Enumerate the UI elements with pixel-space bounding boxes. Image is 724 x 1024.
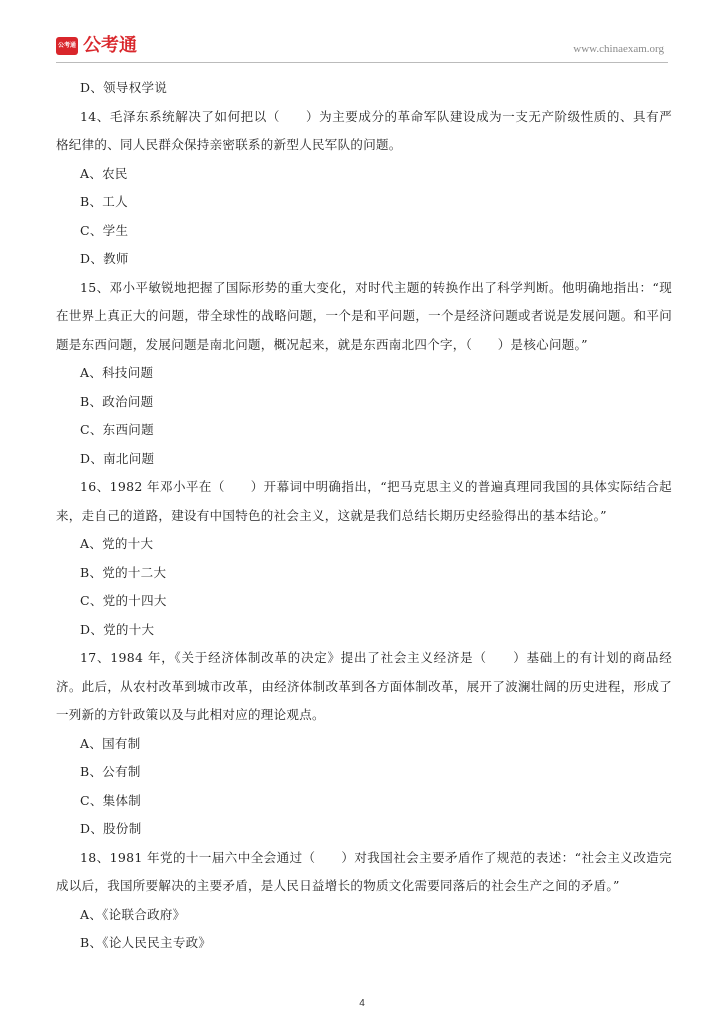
option-line: D、领导权学说 (80, 80, 168, 95)
document-body (56, 74, 672, 958)
logo-text: 公考通 (83, 35, 137, 56)
option-line: B、工人 (80, 194, 128, 209)
question-line: 18、1981 年党的十一届六中全会通过（ ）对我国社会主要矛盾作了规范的表述：“社会主义改造完成以后，我国所要解决的主要矛盾，是人民日益增长的物质文化需要同落后的社会生产之间的矛盾。” (56, 849, 672, 893)
option-line: A、党的十大 (80, 536, 154, 551)
question-line: 17、1984 年，《关于经济体制改革的决定》提出了社会主义经济是（ ）基础上的有计划的商品经济。此后，从农村改革到城市改革，由经济体制改革到各方面体制改革，展开了波澜壮阔的历史进程，形成了一列新的方针政策以及与此相对应的理论观点。 (56, 650, 672, 722)
question-line: 14、毛泽东系统解决了如何把以（ ）为主要成分的革命军队建设成为一支无产阶级性质的、具有严格纪律的、同人民群众保持亲密联系的新型人民军队的问题。 (56, 108, 672, 152)
page-number: 4 (359, 998, 365, 1009)
option-line: D、教师 (80, 251, 129, 266)
option-line: B、党的十二大 (80, 564, 167, 580)
question-line: 15、邓小平敏锐地把握了国际形势的重大变化，对时代主题的转换作出了科学判断。他明确地指出：“现在世界上真正大的问题，带全球性的战略问题，一个是和平问题，一个是经济问题或者说是发展问题。和平问题是东西问题，发展问题是南北问题，概况起来，就是东西南北四个字，（ ）是核心问题。” (56, 279, 672, 352)
option-line: B、《论人民民主专政》 (80, 935, 212, 950)
option-line: A、国有制 (80, 735, 141, 751)
option-line: C、学生 (80, 222, 129, 238)
question-line: 16、1982 年邓小平在（ ）开幕词中明确指出，“把马克思主义的普遍真理同我国的具体实际结合起来，走自己的道路，建设有中国特色的社会主义，这就是我们总结长期历史经验得出的基本结论。” (56, 479, 672, 523)
option-line: C、党的十四大 (80, 593, 167, 608)
option-line: D、党的十大 (80, 621, 155, 637)
site-url: www.chinaexam.org (573, 43, 664, 55)
option-line: C、东西问题 (80, 422, 154, 437)
option-line: D、南北问题 (80, 450, 155, 466)
page-header (56, 34, 668, 60)
option-line: A、农民 (80, 165, 128, 181)
option-line: A、科技问题 (80, 365, 154, 380)
option-line: B、政治问题 (80, 393, 154, 409)
option-line: C、集体制 (80, 792, 142, 808)
option-line: A、《论联合政府》 (80, 906, 186, 922)
header-divider (56, 62, 668, 63)
logo-icon: 公考通 (56, 37, 78, 55)
option-line: B、公有制 (80, 764, 141, 779)
option-line: D、股份制 (80, 821, 142, 836)
